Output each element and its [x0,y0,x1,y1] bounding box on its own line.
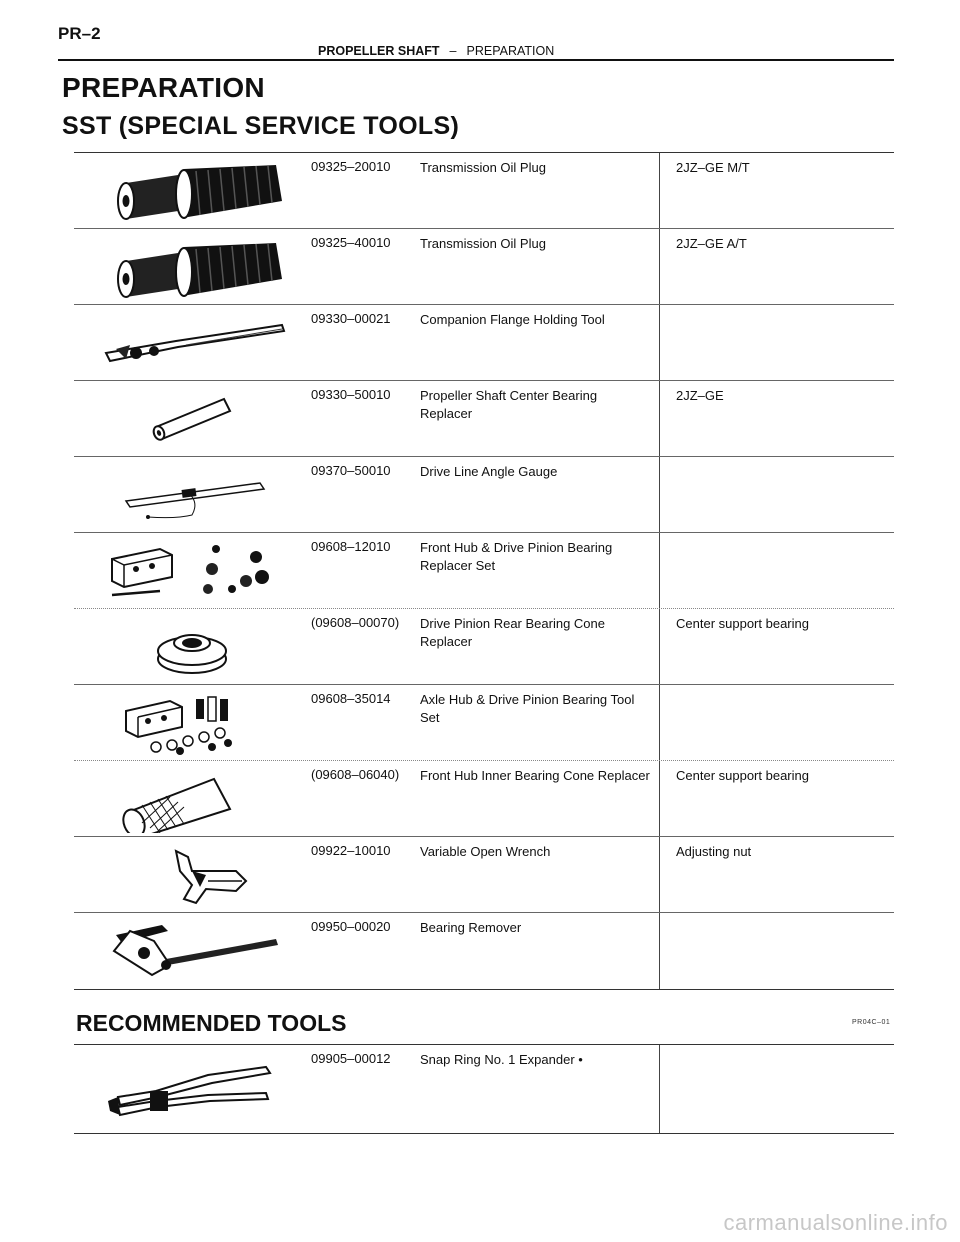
bearing-replacer-pipe-illustration [96,385,286,453]
header-rule [58,59,894,61]
tool-name: Transmission Oil Plug [420,236,546,251]
recommended-section-title: RECOMMENDED TOOLS [76,1010,347,1036]
part-number: 09330–50010 [311,387,391,402]
flange-holding-tool-illustration [96,309,286,377]
table-row [74,533,894,609]
tool-note: 2JZ–GE [676,388,724,403]
inner-bearing-cone-replacer-illustration [96,765,286,833]
open-wrench-illustration [96,841,286,909]
page-title: PREPARATION [62,72,265,103]
table-row [74,913,894,989]
tool-note: Center support bearing [676,768,809,783]
tool-set-case-illustration [96,689,286,757]
tool-name: Transmission Oil Plug [420,160,546,175]
bearing-cone-replacer-illustration [96,613,286,681]
recommended-table [74,1044,894,1134]
part-number: 09330–00021 [311,311,391,326]
part-number: 09370–50010 [311,463,391,478]
part-number: 09608–35014 [311,691,391,706]
tool-note: 2JZ–GE A/T [676,236,747,251]
part-number: 09325–20010 [311,159,391,174]
tool-name: Companion Flange Holding Tool [420,312,605,327]
sst-table [74,152,894,990]
running-header-separator: – [449,44,457,58]
table-row [74,685,894,761]
part-number: (09608–06040) [311,767,400,782]
table-row [74,153,894,229]
table-row [74,761,894,837]
tool-name: Axle Hub & Drive Pinion Bearing Tool Set [420,692,635,725]
figure-code: PR04C–01 [852,1019,891,1026]
oil-plug-illustration [96,157,286,225]
watermark: carmanualsonline.info [723,1210,948,1235]
tool-name: Variable Open Wrench [420,844,551,859]
tool-note: Center support bearing [676,616,809,631]
part-number: 09922–10010 [311,843,391,858]
sst-section-title: SST (SPECIAL SERVICE TOOLS) [62,112,460,140]
part-number: 09608–12010 [311,539,391,554]
running-header [318,44,554,58]
tool-note: 2JZ–GE M/T [676,160,750,175]
part-number: 09950–00020 [311,919,391,934]
tool-name: Front Hub Inner Bearing Cone Replacer [420,768,650,783]
oil-plug-illustration [96,233,286,301]
tool-note: Adjusting nut [676,844,752,859]
table-row [74,457,894,533]
part-number: 09325–40010 [311,235,391,250]
angle-gauge-illustration [96,461,286,529]
running-header-subsection: PREPARATION [466,44,555,58]
table-row [74,837,894,913]
tool-set-case-illustration [96,537,286,605]
tool-name: Propeller Shaft Center Bearing Replacer [420,388,598,421]
table-row [74,1045,894,1133]
tool-name: Drive Line Angle Gauge [420,464,558,479]
running-header-section: PROPELLER SHAFT [318,44,440,58]
part-number: 09905–00012 [311,1051,391,1066]
table-row [74,229,894,305]
tool-name: Front Hub & Drive Pinion Bearing Replacer Set [420,540,613,573]
table-row [74,381,894,457]
tool-name: Snap Ring No. 1 Expander • [420,1052,583,1067]
part-number: (09608–00070) [311,615,400,630]
snap-ring-expander-illustration [96,1049,286,1129]
table-row [74,305,894,381]
tool-name: Bearing Remover [420,920,522,935]
bearing-remover-illustration [96,917,286,985]
tool-name: Drive Pinion Rear Bearing Cone Replacer [420,616,605,649]
page-code: PR–2 [58,24,101,43]
table-row [74,609,894,685]
